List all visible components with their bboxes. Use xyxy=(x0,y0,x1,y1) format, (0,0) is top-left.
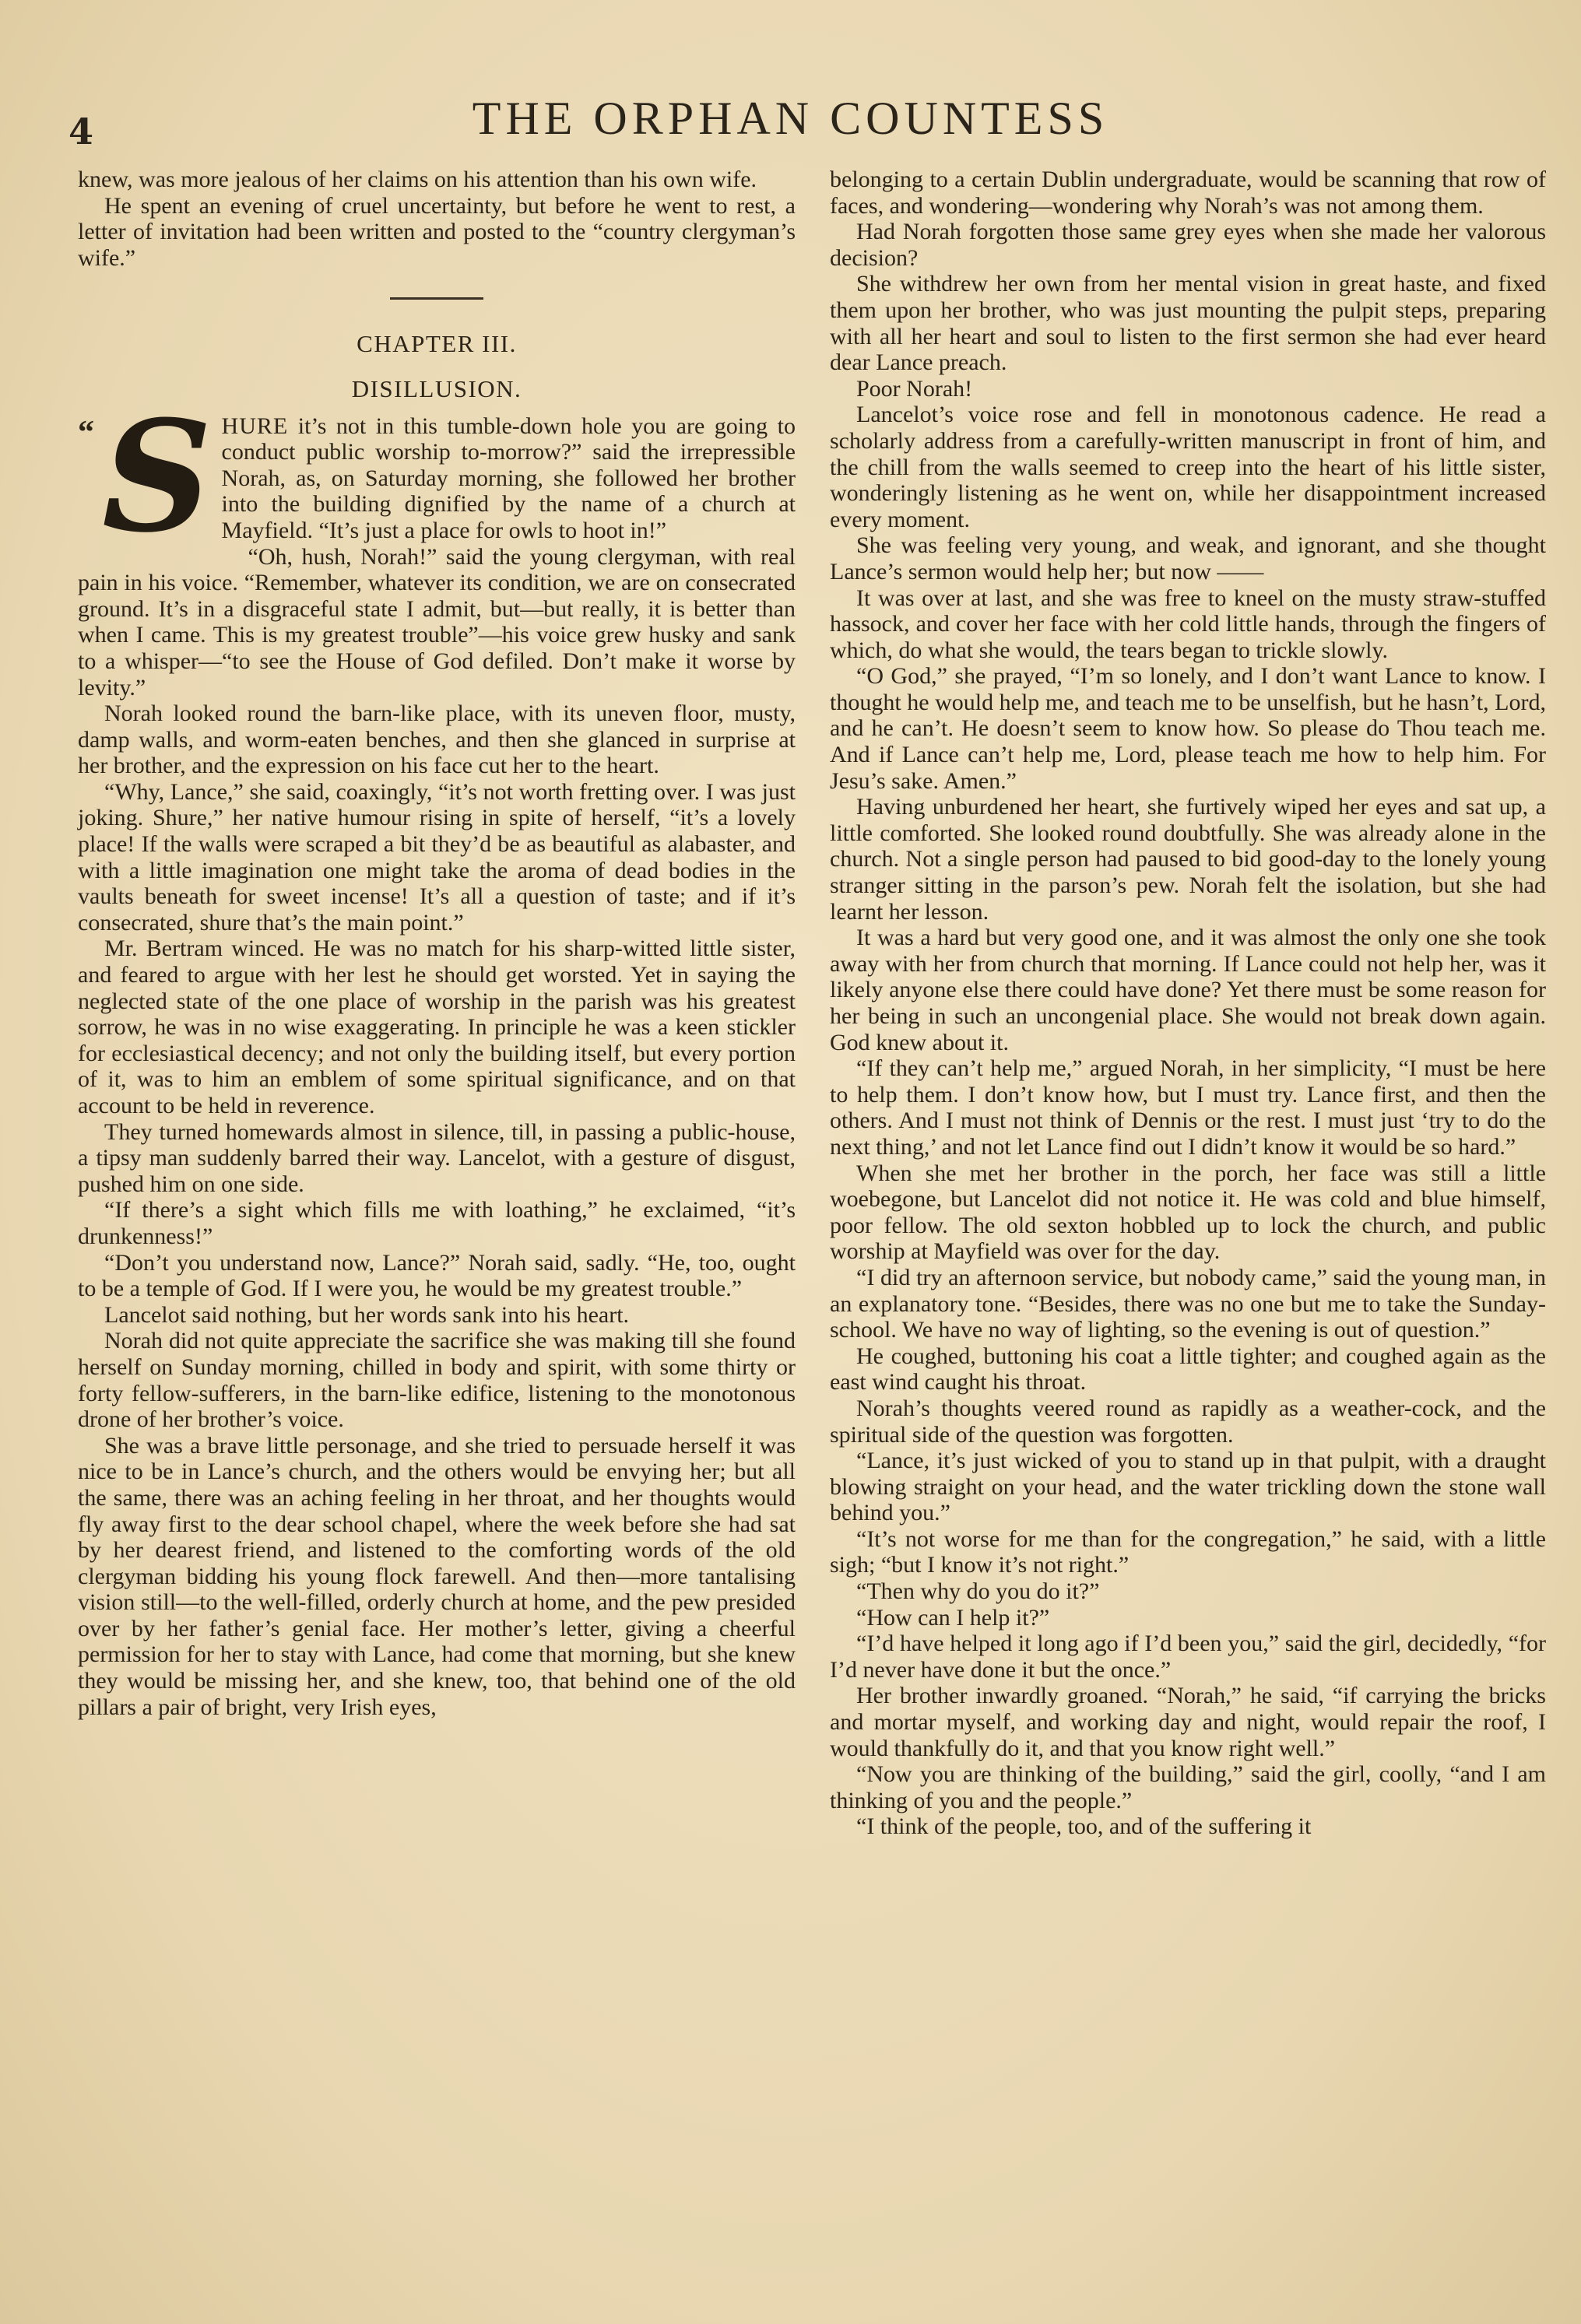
drop-cap: S xyxy=(102,387,213,567)
paragraph: Her brother inwardly groaned. “Norah,” he said, “if carrying the bricks and mortar myself, and working day and night, would repair the roof, I would thankfully do it, and that you know right well.” xyxy=(830,1683,1546,1761)
paragraph: Norah’s thoughts veered round as rapidly as a weather-cock, and the spiritual side of the question was forgotten. xyxy=(830,1395,1546,1448)
right-column xyxy=(830,167,1546,1840)
page-header xyxy=(0,92,1581,154)
opening-first-word: HURE xyxy=(221,412,289,439)
paragraph: “If they can’t help me,” argued Norah, in her simplicity, “I must be here to help them. I don’t know how, but I must try. Lance first, and then the others. And I must not think of Dennis or the rest. I must just ‘try to do the next thing,’ and not let Lance find out I didn’t know it would be so hard.” xyxy=(830,1055,1546,1160)
paragraph: She withdrew her own from her mental vision in great haste, and fixed them upon her brother, who was just mounting the pulpit steps, preparing with all her heart and soul to listen to the first sermon she had ever heard dear Lance preach. xyxy=(830,271,1546,376)
paragraph: “I think of the people, too, and of the suffering it xyxy=(856,1813,1312,1840)
paragraph: Lancelot said nothing, but her words sank into his heart. xyxy=(104,1301,630,1328)
paragraph: It was a hard but very good one, and it was almost the only one she took away with her from church that morning. If Lance could not help her, was it likely anyone else there could have done? Yet there must be some reason for her being in such an uncongenial place. She would not break down again. God knew about it. xyxy=(830,925,1546,1055)
paragraph: They turned homewards almost in silence, till, in passing a public-house, a tipsy man suddenly barred their way. Lancelot, with a gesture of disgust, pushed him on one side. xyxy=(78,1118,796,1197)
paragraph: “Don’t you understand now, Lance?” Norah said, sadly. “He, too, ought to be a temple of God. If I were you, he would be my greatest trouble.” xyxy=(78,1249,796,1302)
paragraph: “I’d have helped it long ago if I’d been you,” said the girl, decidedly, “for I’d never have done it but the once.” xyxy=(830,1631,1546,1683)
running-title: THE ORPHAN COUNTESS xyxy=(472,93,1109,144)
paragraph: “Oh, hush, Norah!” said the young clergyman, with real pain in his voice. “Remember, whatever its condition, we are on consecrated ground. It’s in a disgraceful state I admit, but—but really, it is better than when I came. This is my greatest trouble”—his voice grew husky and sank to a whisper—“to see the House of God defiled. Don’t make it worse by levity.” xyxy=(78,543,796,700)
continued-paragraph: belonging to a certain Dublin undergraduate, would be scanning that row of faces, and wondering—wondering why Norah’s was not among them. xyxy=(830,167,1546,219)
paragraph: “How can I help it?” xyxy=(856,1604,1050,1631)
left-column xyxy=(78,167,796,1720)
paragraph: Poor Norah! xyxy=(856,375,973,402)
paragraph: Had Norah forgotten those same grey eyes when she made her valorous decision? xyxy=(830,219,1546,271)
paragraph: She was feeling very young, and weak, and ignorant, and she thought Lance’s sermon would help her; but now —— xyxy=(830,532,1546,585)
continued-paragraph: knew, was more jealous of her claims on his attention than his own wife. xyxy=(78,167,757,192)
paragraph: “It’s not worse for me than for the congregation,” he said, with a little sigh; “but I know it’s not right.” xyxy=(830,1525,1546,1578)
chapter-title: DISILLUSION. xyxy=(351,374,522,402)
paragraph: It was over at last, and she was free to kneel on the musty straw-stuffed hassock, and cover her face with her cold little hands, through the fingers of which, do what she would, the tears began to trickle slowly. xyxy=(830,585,1546,663)
paragraph: He coughed, buttoning his coat a little tighter; and coughed again as the east wind caught his throat. xyxy=(830,1343,1546,1395)
section-divider xyxy=(390,297,483,300)
opening-quote-mark: “ xyxy=(78,414,94,451)
paragraph: “Lance, it’s just wicked of you to stand up in that pulpit, with a draught blowing straight on your head, and the water trickling down the stone wall behind you.” xyxy=(830,1448,1546,1526)
paragraph: “Now you are thinking of the building,” said the girl, coolly, “and I am thinking of you and the people.” xyxy=(830,1761,1546,1813)
page-number: 4 xyxy=(69,111,94,153)
paragraph: She was a brave little personage, and she tried to persuade herself it was nice to be in Lance’s church, and the others would be envying her; but all the same, there was an aching feeling in her throat, and her thoughts would fly away first to the dear school chapel, where the week before she had sat by her dearest friend, and listened to the comforting words of the old clergyman bidding his young flock farewell. And then—more tantalising vision still—to the well-filled, orderly church at home, and the pew presided over by her father’s genial face. Her mother’s letter, giving a cheerful permission for her to stay with Lance, had come that morning, but she knew they would be missing her, and she knew, too, that behind one of the old pillars a pair of bright, very Irish eyes, xyxy=(78,1432,796,1720)
paragraph: Having unburdened her heart, she furtively wiped her eyes and sat up, a little comforted. She looked round doubtfully. She was already alone in the church. Not a single person had paused to bid good-day to the lonely young stranger sitting in the parson’s pew. Norah felt the isolation, but she had learnt her lesson. xyxy=(830,794,1546,925)
paragraph: Norah did not quite appreciate the sacrifice she was making till she found herself on Sunday morning, chilled in body and spirit, with some thirty or forty fellow-sufferers, in the barn-like edifice, listening to the monotonous drone of her brother’s voice. xyxy=(78,1328,796,1433)
paragraph: When she met her brother in the porch, her face was still a little woebegone, but Lancelot did not notice it. He was cold and blue himself, poor fellow. The old sexton hobbled up to lock the church, and public worship at Mayfield was over for the day. xyxy=(830,1160,1546,1265)
paragraph: “Then why do you do it?” xyxy=(856,1578,1100,1605)
paragraph: Norah looked round the barn-like place, with its uneven floor, musty, damp walls, and worm-eaten benches, and then she glanced in surprise at her brother, and the expression on his face cut her to the heart. xyxy=(78,700,796,779)
paragraph: “O God,” she prayed, “I’m so lonely, and I don’t want Lance to know. I thought he would help me, and teach me to be unselfish, but he hasn’t, Lord, and he can’t. He doesn’t seem to know how. So please do Thou teach me. And if Lance can’t help me, Lord, please teach me how to help him. For Jesu’s sake. Amen.” xyxy=(830,663,1546,794)
paragraph: Mr. Bertram winced. He was no match for his sharp-witted little sister, and feared to argue with her lest he should get worsted. Yet in saying the neglected state of the one place of worship in the parish was his greatest sorrow, he was in no wise exaggerating. In principle he was a keen stickler for ecclesiastical decency; and not only the building itself, but every portion of it, was to him an emblem of some spiritual significance, and on that account to be held in reverence. xyxy=(78,936,796,1118)
paragraph: “Why, Lance,” she said, coaxingly, “it’s not worth fretting over. I was just joking. Shure,” her native humour rising in spite of herself, “it’s a lovely place! If the walls were scraped a bit they’d be as beautiful as alabaster, and with a little imagination one might take the aroma of dead bodies in the vaults beneath for sweet incense! It’s all a question of taste; and if it’s consecrated, shure that’s the main point.” xyxy=(78,778,796,936)
paragraph: “I did try an afternoon service, but nobody came,” said the young man, in an explanatory tone. “Besides, there was no one but me to take the Sunday-school. We have no way of lighting, so the evening is out of question.” xyxy=(830,1264,1546,1343)
paragraph: “If there’s a sight which fills me with loathing,” he exclaimed, “it’s drunkenness!” xyxy=(78,1197,796,1249)
paragraph: Lancelot’s voice rose and fell in monotonous cadence. He read a scholarly address from a carefully-written manuscript in front of him, and the chill from the walls seemed to creep into the heart of his little sister, wonderingly listening as he went on, while her disappointment increased every moment. xyxy=(830,402,1546,532)
paragraph: He spent an evening of cruel uncertainty, but before he went to rest, a letter of invitation had been written and posted to the “country clergyman’s wife.” xyxy=(78,192,796,271)
opening-text: it’s not in this tumble-down hole you are going to conduct public worship to-morrow?” said the irrepressible Norah, as, on Saturday morning, she followed her brother into the building dignified by the name of a church at Mayfield. “It’s just a place for owls to hoot in!” xyxy=(221,412,796,543)
chapter-number: CHAPTER III. xyxy=(357,330,517,358)
